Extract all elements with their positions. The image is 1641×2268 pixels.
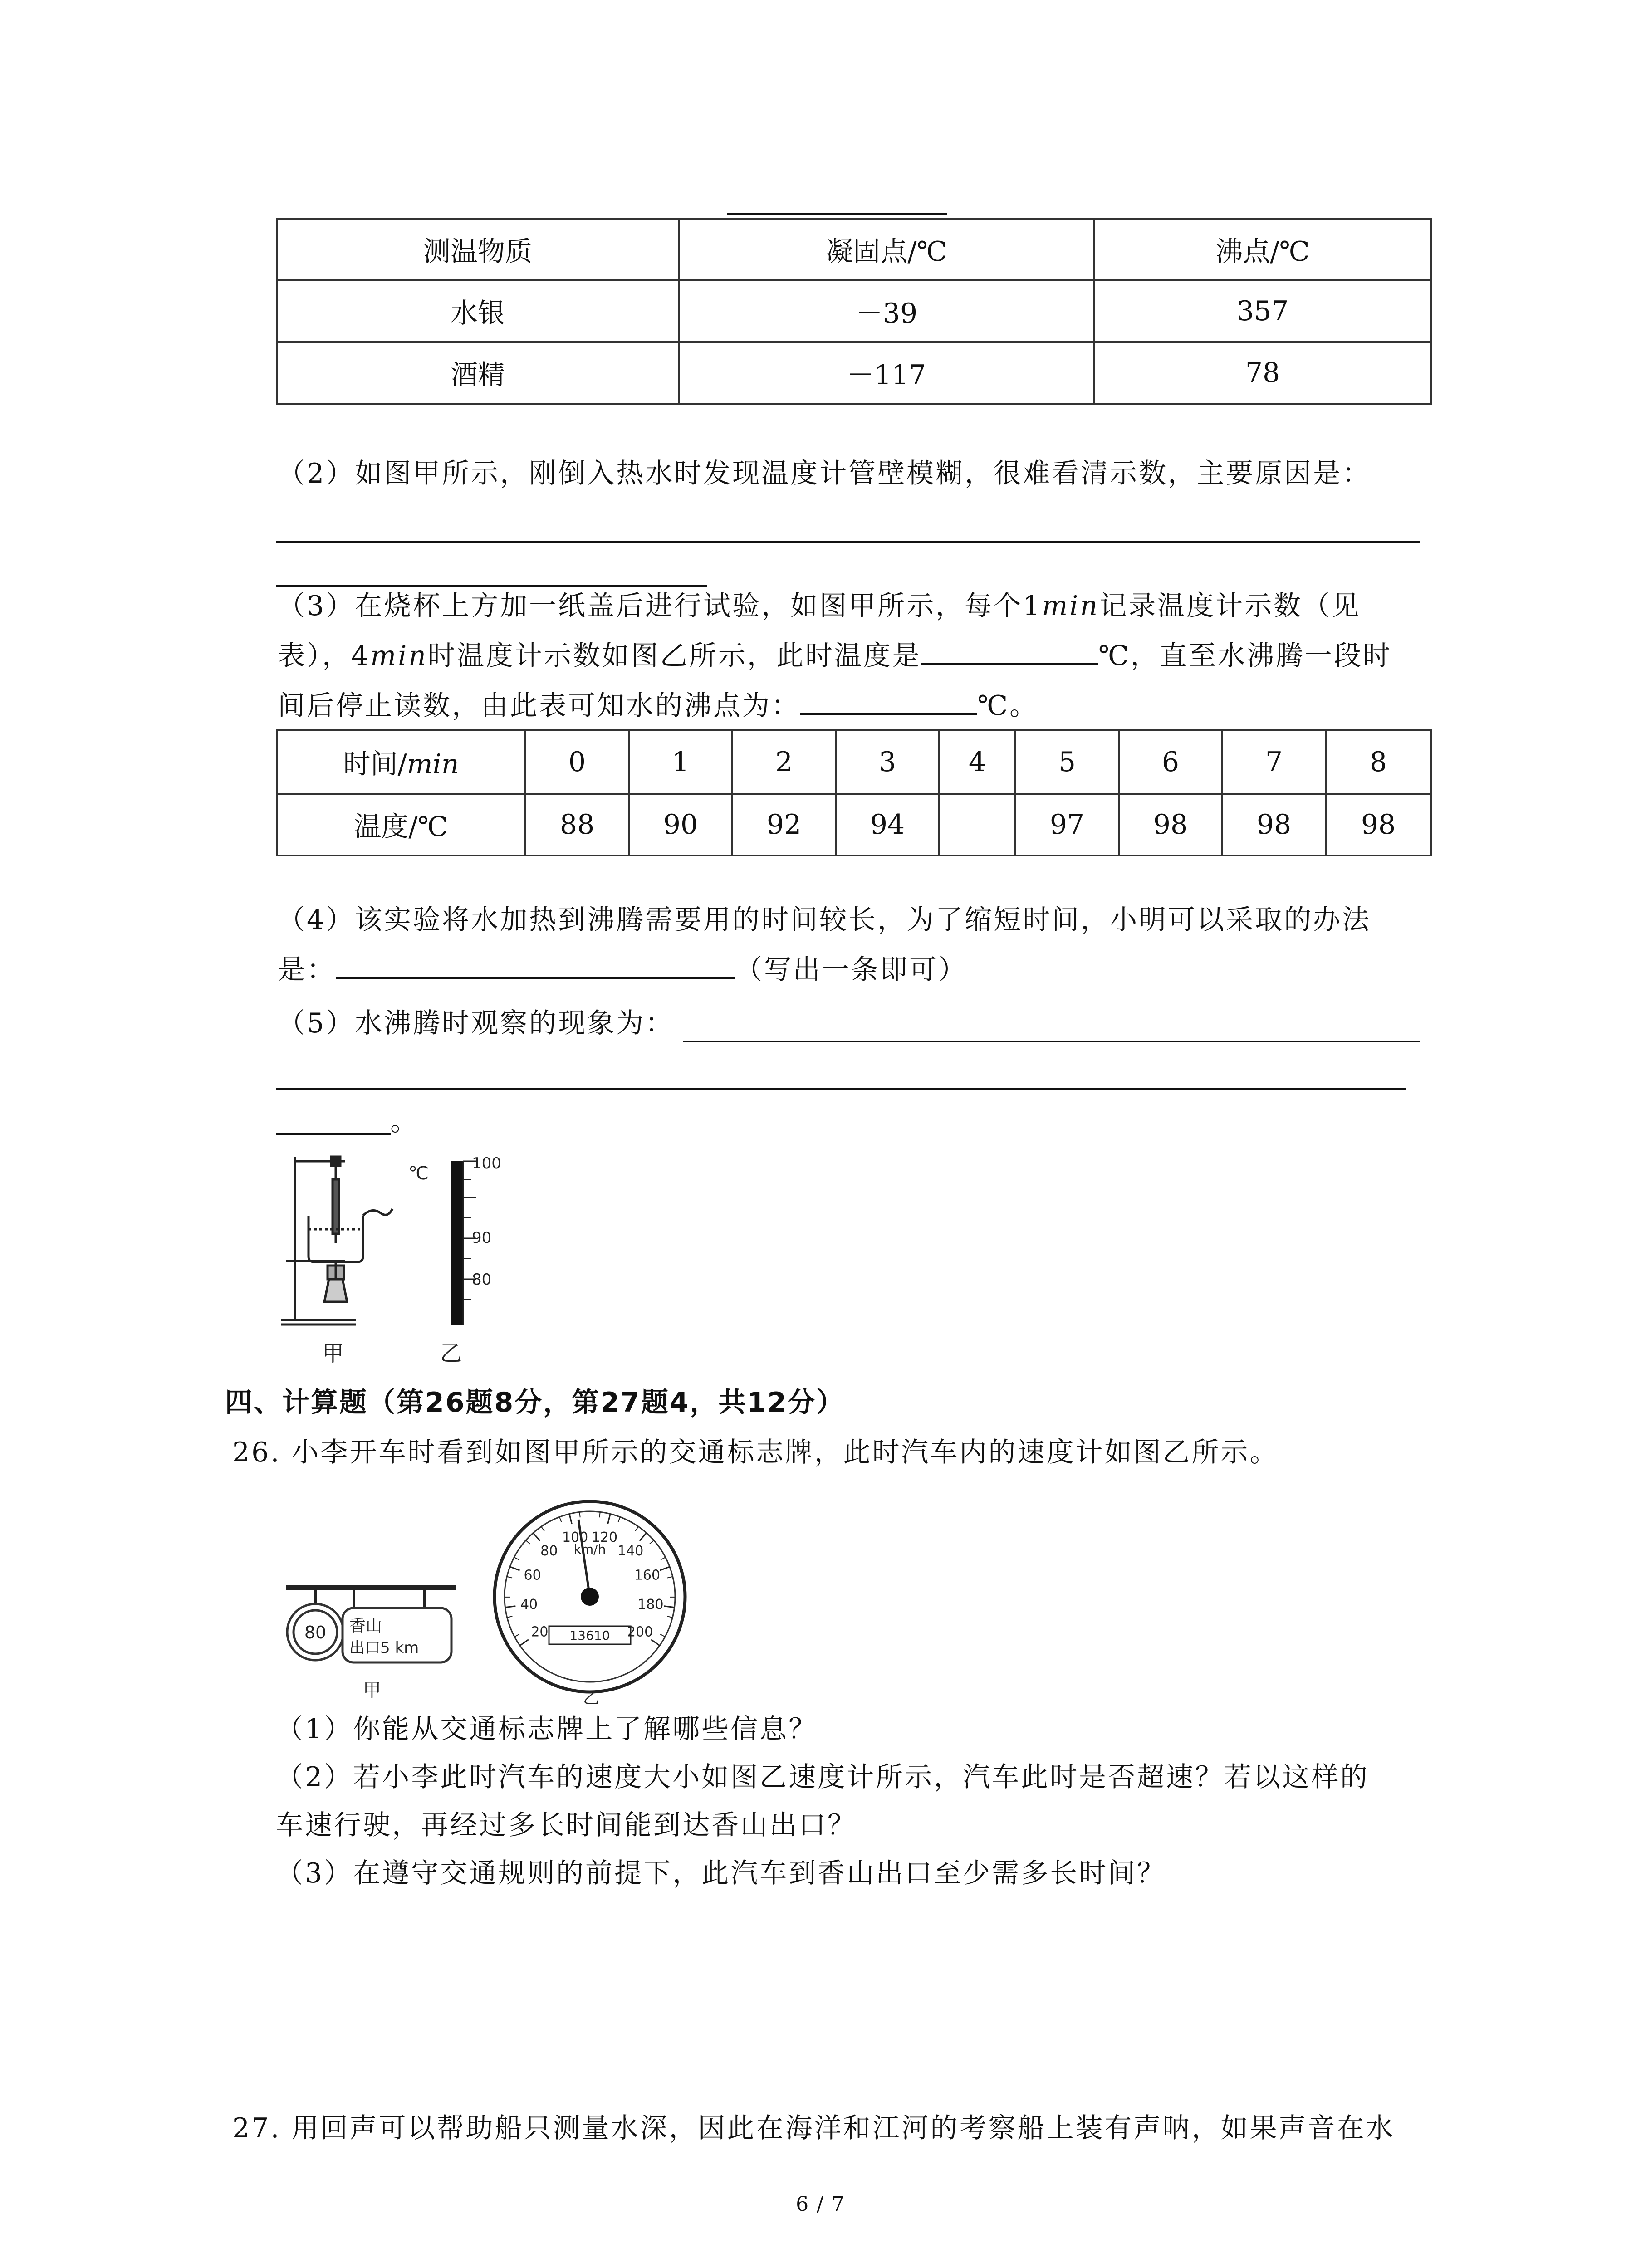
question-4-line-1: （4）该实验将水加热到沸腾需要用的时间较长，为了缩短时间，小明可以采取的办法 <box>278 904 1372 936</box>
time-cell: 2 <box>732 730 836 794</box>
question-5-end: 。 <box>390 1105 419 1137</box>
temperature-cell: 88 <box>525 794 629 855</box>
speedometer-tick-label: 160 <box>634 1567 661 1584</box>
figure-label-jia: 甲 <box>322 1341 344 1366</box>
question-26-intro: 26. 小李开车时看到如图甲所示的交通标志牌，此时汽车内的速度计如图乙所示。 <box>232 1437 1279 1468</box>
table-header-cell: 凝固点/℃ <box>679 219 1094 280</box>
question-4-line-2: 是： （写出一条即可） <box>278 945 967 993</box>
table-header-cell: 沸点/℃ <box>1094 219 1431 280</box>
speedometer-tick-label: 40 <box>520 1596 538 1613</box>
question-5-answer-line[interactable] <box>276 1133 391 1135</box>
temperature-cell: 90 <box>629 794 732 855</box>
table-cell: 78 <box>1094 342 1431 404</box>
temperature-cell: 98 <box>1222 794 1326 855</box>
question-26-sub-1: （1）你能从交通标志牌上了解哪些信息？ <box>276 1713 818 1745</box>
question-3-line-2: 表），4min时温度计示数如图乙所示，此时温度是 ℃，直至水沸腾一段时 <box>278 631 1392 679</box>
table-cell: 357 <box>1094 280 1431 342</box>
temperature-cell: 98 <box>1326 794 1431 855</box>
speedometer-tick-label: 140 <box>617 1543 644 1559</box>
temperature-cell: 94 <box>836 794 939 855</box>
thermometer-unit: ℃ <box>408 1163 429 1184</box>
question-3-line-1: （3）在烧杯上方加一纸盖后进行试验，如图甲所示，每个1min记录温度计示数（见 <box>278 590 1361 622</box>
question-3-line-3: 间后停止读数，由此表可知水的沸点为： ℃。 <box>278 681 1038 729</box>
section-4-title: 四、计算题（第26题8分，第27题4，共12分） <box>225 1387 845 1418</box>
speedometer-tick-label: 80 <box>540 1543 558 1559</box>
time-cell: 5 <box>1015 730 1119 794</box>
figure-label-yi: 乙 <box>583 1689 600 1706</box>
speedometer-tick-label: 180 <box>637 1596 664 1613</box>
time-row <box>277 730 1431 794</box>
thermometric-substance-table <box>276 218 1432 405</box>
thermometer-scale-100: 100 <box>472 1154 501 1173</box>
table-row <box>277 342 1431 404</box>
speedometer-tick-label: 20 <box>531 1624 549 1640</box>
figure-label-jia: 甲 <box>363 1680 381 1701</box>
speedometer-tick-label: 100 <box>562 1529 588 1545</box>
sign-distance: 出口5 km <box>349 1639 419 1657</box>
table-cell: －39 <box>679 280 1094 342</box>
table-row <box>277 280 1431 342</box>
time-cell: 4 <box>939 730 1015 794</box>
thermometer-scale-80: 80 <box>472 1271 492 1289</box>
question-27-text: 27. 用回声可以帮助船只测量水深，因此在海洋和江河的考察船上装有声呐，如果声音在水 <box>232 2112 1395 2144</box>
speedometer-tick-label: 200 <box>627 1624 653 1640</box>
method-answer-blank[interactable] <box>336 945 735 979</box>
top-answer-line <box>727 213 947 215</box>
question-2-text: （2）如图甲所示，刚倒入热水时发现温度计管壁模糊，很难看清示数，主要原因是： <box>278 458 1372 489</box>
thermometer-scale-90: 90 <box>472 1229 492 1247</box>
temperature-cell: 92 <box>732 794 836 855</box>
temperature-cell[interactable] <box>939 794 1015 855</box>
time-cell: 1 <box>629 730 732 794</box>
traffic-figure <box>272 1488 690 1706</box>
temperature-row <box>277 794 1431 855</box>
time-cell: 8 <box>1326 730 1431 794</box>
question-26-sub-2-line-2: 车速行驶，再经过多长时间能到达香山出口？ <box>276 1809 857 1841</box>
speedometer-tick-label: 60 <box>524 1567 541 1584</box>
question-5-answer-line[interactable] <box>276 1088 1406 1090</box>
table-cell: 酒精 <box>277 342 679 404</box>
time-cell: 3 <box>836 730 939 794</box>
temperature-answer-blank[interactable] <box>921 631 1098 665</box>
speedometer-unit: km/h <box>573 1542 606 1557</box>
time-cell: 7 <box>1222 730 1326 794</box>
temperature-cell: 97 <box>1015 794 1119 855</box>
sign-destination: 香山 <box>349 1617 382 1635</box>
time-cell: 6 <box>1119 730 1222 794</box>
temperature-row-label: 温度/℃ <box>277 794 525 855</box>
iron-stand-icon <box>281 1157 392 1325</box>
boiling-apparatus-figure <box>272 1143 508 1370</box>
time-temperature-table <box>276 729 1432 856</box>
time-cell: 0 <box>525 730 629 794</box>
speed-limit-number: 80 <box>304 1623 327 1642</box>
speedometer-tick-label: 120 <box>591 1529 618 1545</box>
question-26-sub-2-line-1: （2）若小李此时汽车的速度大小如图乙速度计所示，汽车此时是否超速？若以这样的 <box>276 1761 1370 1793</box>
question-2-answer-line <box>276 541 1420 543</box>
time-row-label: 时间/min <box>277 730 525 794</box>
page-number: 6 / 7 <box>796 2193 845 2216</box>
question-5-answer-line[interactable] <box>683 1041 1420 1042</box>
table-header-row <box>277 219 1431 280</box>
table-cell: －117 <box>679 342 1094 404</box>
odometer-reading: 13610 <box>569 1628 610 1643</box>
question-5-text: （5）水沸腾时观察的现象为： <box>278 1007 675 1039</box>
boiling-point-answer-blank[interactable] <box>800 681 977 715</box>
temperature-cell: 98 <box>1119 794 1222 855</box>
table-cell: 水银 <box>277 280 679 342</box>
question-26-sub-3: （3）在遵守交通规则的前提下，此汽车到香山出口至少需多长时间？ <box>276 1857 1166 1889</box>
figure-label-yi: 乙 <box>440 1341 462 1366</box>
table-header-cell: 测温物质 <box>277 219 679 280</box>
